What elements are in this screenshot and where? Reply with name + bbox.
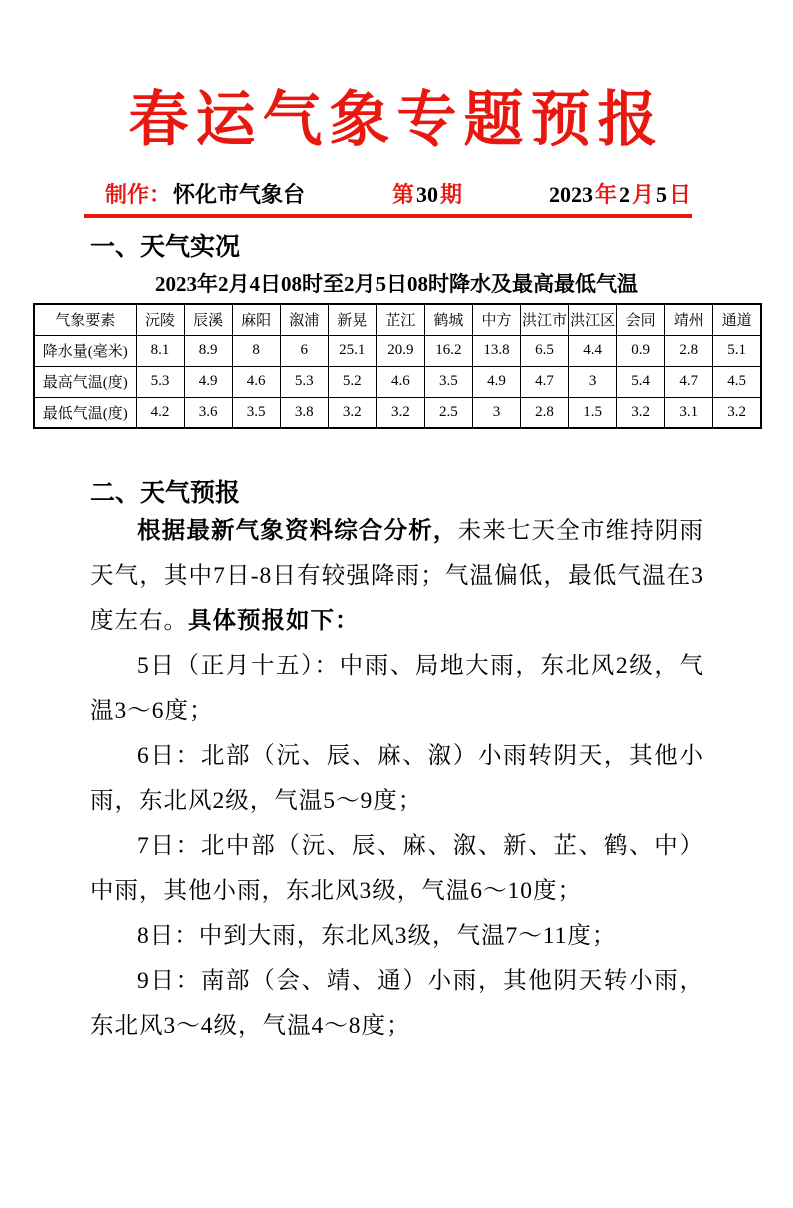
table-cell: 25.1 bbox=[328, 335, 376, 366]
table-header-cell: 沅陵 bbox=[136, 304, 184, 335]
table-cell: 4.9 bbox=[472, 366, 520, 397]
table-row bbox=[34, 366, 761, 397]
table-cell: 13.8 bbox=[472, 335, 520, 366]
table-cell: 3.2 bbox=[328, 397, 376, 428]
table-cell: 3 bbox=[569, 366, 617, 397]
table-header-cell: 洪江市 bbox=[521, 304, 569, 335]
table-header-row bbox=[34, 304, 761, 335]
table-cell: 3.2 bbox=[713, 397, 761, 428]
producer bbox=[104, 181, 306, 209]
table-header-cell: 会同 bbox=[617, 304, 665, 335]
table-header-cell: 辰溪 bbox=[184, 304, 232, 335]
table-cell: 5.4 bbox=[617, 366, 665, 397]
table-cell: 4.7 bbox=[521, 366, 569, 397]
row-label-cell: 最低气温(度) bbox=[34, 397, 136, 428]
weather-table-title: 2023年2月4日08时至2月5日08时降水及最高最低气温 bbox=[155, 272, 638, 296]
date-year-unit: 年 bbox=[594, 182, 617, 207]
document-page bbox=[0, 86, 793, 1208]
table-cell: 3.5 bbox=[424, 366, 472, 397]
table-cell: 8 bbox=[232, 335, 280, 366]
forecast-day-9: 9日：南部（会、靖、通）小雨，其他阴天转小雨，东北风3～4级，气温4～8度； bbox=[90, 968, 704, 1039]
issue-suffix: 期 bbox=[439, 182, 462, 207]
date-year: 2023 bbox=[548, 182, 593, 207]
intro-body: 未来七天全市维持阴雨天气，其中7日-8日有较强降雨；气温偏低，最低气温在3度左右。 bbox=[90, 518, 705, 634]
table-cell: 3.1 bbox=[665, 397, 713, 428]
table-header-cell: 麻阳 bbox=[232, 304, 280, 335]
table-cell: 20.9 bbox=[376, 335, 424, 366]
table-header-cell: 靖州 bbox=[665, 304, 713, 335]
section2-heading: 二、天气预报 bbox=[90, 480, 241, 507]
table-cell: 2.8 bbox=[665, 335, 713, 366]
table-cell: 4.9 bbox=[184, 366, 232, 397]
table-cell: 3.2 bbox=[617, 397, 665, 428]
table-row bbox=[34, 335, 761, 366]
table-cell: 5.2 bbox=[328, 366, 376, 397]
table-cell: 4.6 bbox=[376, 366, 424, 397]
row-label-cell: 降水量(毫米) bbox=[34, 335, 136, 366]
table-header-cell: 中方 bbox=[472, 304, 520, 335]
intro-lead: 根据最新气象资料综合分析， bbox=[137, 518, 458, 544]
header-divider bbox=[84, 214, 692, 218]
table-cell: 3.5 bbox=[232, 397, 280, 428]
table-header-cell: 新晃 bbox=[328, 304, 376, 335]
issue-value: 30 bbox=[415, 182, 438, 207]
issue-date bbox=[548, 181, 692, 209]
date-month: 2 bbox=[618, 182, 630, 207]
forecast-day-5: 5日（正月十五）：中雨、局地大雨，东北风2级，气温3～6度； bbox=[90, 653, 704, 724]
table-cell: 5.3 bbox=[136, 366, 184, 397]
table-cell: 16.2 bbox=[424, 335, 472, 366]
table-cell: 5.3 bbox=[280, 366, 328, 397]
table-cell: 8.9 bbox=[184, 335, 232, 366]
date-day: 5 bbox=[655, 182, 667, 207]
row-label-cell: 最高气温(度) bbox=[34, 366, 136, 397]
table-cell: 4.7 bbox=[665, 366, 713, 397]
table-cell: 3 bbox=[472, 397, 520, 428]
issue-number bbox=[391, 181, 463, 209]
table-cell: 0.9 bbox=[617, 335, 665, 366]
table-header-cell: 通道 bbox=[713, 304, 761, 335]
forecast-intro bbox=[90, 509, 704, 644]
producer-value: 怀化市气象台 bbox=[173, 182, 306, 207]
table-cell: 4.5 bbox=[713, 366, 761, 397]
producer-label: 制作： bbox=[105, 182, 172, 207]
table-header-cell: 溆浦 bbox=[280, 304, 328, 335]
table-header-cell: 芷江 bbox=[376, 304, 424, 335]
table-cell: 4.2 bbox=[136, 397, 184, 428]
table-cell: 1.5 bbox=[569, 397, 617, 428]
forecast-day-7: 7日：北中部（沅、辰、麻、溆、新、芷、鹤、中）中雨，其他小雨，东北风3级，气温6～10度； bbox=[90, 833, 704, 904]
date-month-unit: 月 bbox=[631, 182, 654, 207]
intro-tail: 具体预报如下： bbox=[188, 608, 360, 634]
forecast-text bbox=[90, 509, 704, 1049]
header-meta bbox=[104, 181, 692, 209]
table-cell: 2.5 bbox=[424, 397, 472, 428]
table-cell: 3.2 bbox=[376, 397, 424, 428]
forecast-day-6: 6日：北部（沅、辰、麻、溆）小雨转阴天，其他小雨，东北风2级，气温5～9度； bbox=[90, 743, 704, 814]
table-cell: 3.8 bbox=[280, 397, 328, 428]
table-header-cell: 鹤城 bbox=[424, 304, 472, 335]
table-cell: 4.6 bbox=[232, 366, 280, 397]
page-title: 春运气象专题预报 bbox=[128, 87, 665, 153]
table-cell: 6 bbox=[280, 335, 328, 366]
table-header-cell: 洪江区 bbox=[569, 304, 617, 335]
table-cell: 3.6 bbox=[184, 397, 232, 428]
forecast-day-8: 8日：中到大雨，东北风3级，气温7～11度； bbox=[137, 923, 617, 949]
weather-table bbox=[33, 303, 762, 429]
table-cell: 6.5 bbox=[521, 335, 569, 366]
table-cell: 2.8 bbox=[521, 397, 569, 428]
date-day-unit: 日 bbox=[668, 182, 691, 207]
table-cell: 5.1 bbox=[713, 335, 761, 366]
section1-heading: 一、天气实况 bbox=[90, 234, 241, 261]
table-header-cell: 气象要素 bbox=[34, 304, 136, 335]
table-cell: 4.4 bbox=[569, 335, 617, 366]
table-row bbox=[34, 397, 761, 428]
table-cell: 8.1 bbox=[136, 335, 184, 366]
issue-prefix: 第 bbox=[391, 182, 414, 207]
